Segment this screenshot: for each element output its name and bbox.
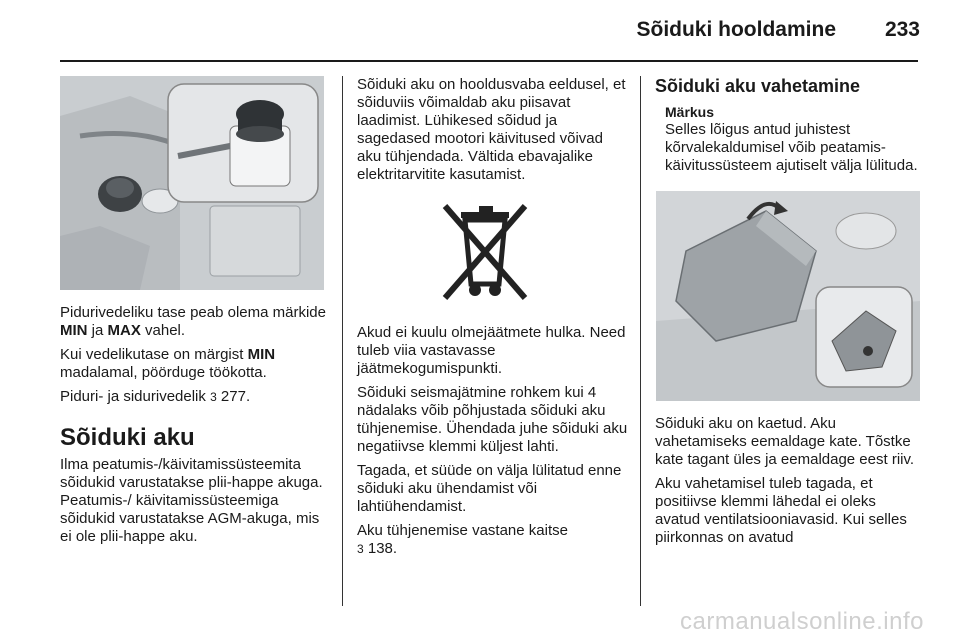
column-2: [357, 76, 629, 564]
battery-disposal-text: Akud ei kuulu olmejäätmete hulka. Need tuleb viia vastavasse jäätmekogumispunkti.: [357, 324, 626, 377]
below-min-text: Kui vedelikutase on märgist MIN madalamal, pöörduge töökotta.: [60, 346, 276, 381]
column-divider-2: [640, 76, 641, 606]
header-rule: [60, 60, 918, 62]
ignition-off-text: Tagada, et süüde on välja lülitatud enne sõiduki aku ühendamist või lahtiühendamist.: [357, 462, 622, 515]
brake-fluid-reservoir-image: [60, 76, 324, 290]
reference-arrow-icon: 3: [357, 542, 364, 556]
note-block: [655, 104, 925, 175]
crossed-out-bin-icon: [435, 198, 535, 302]
battery-standstill-text: Sõiduki seismajätmine rohkem kui 4 nädalaks võib põhjustada sõiduki aku tühjenemise. Ühendada juhe sõiduki aku negatiivse klemmi küljest lahti.: [357, 384, 628, 455]
battery-cover-image: [656, 191, 920, 401]
watermark: carmanualsonline.info: [680, 608, 924, 635]
crossed-out-bin-symbol: [357, 198, 629, 306]
brake-clutch-fluid-reference[interactable]: Piduri- ja sidurivedelik 3 277.: [60, 388, 251, 405]
max-mark: MAX: [107, 322, 141, 339]
note-text: Selles lõigus antud juhistest kõrvalekaldumisel võib peatamis-käivitussüsteem ajutiselt välja lülituda.: [665, 121, 918, 174]
battery-cover-illustration: [656, 191, 920, 401]
header-title: Sõiduki hooldamine: [636, 18, 836, 41]
brake-fluid-level-text: Pidurivedeliku tase peab olema märkide MIN ja MAX vahel.: [60, 304, 326, 339]
battery-maintenance-text: Sõiduki aku on hooldusvaba eeldusel, et sõiduviis võimaldab aku piisavat laadimist. Lühikesed sõidud ja sagedased mootori käivitused võivad aku tühjendada. Vältida ebavajalike elektritarvitite kasutamist.: [357, 76, 626, 183]
reference-arrow-icon: 3: [210, 390, 217, 404]
battery-cover-text: Sõiduki aku on kaetud. Aku vahetamiseks eemaldage kate. Tõstke kate tagant üles ja eemaldage eest riiv.: [655, 415, 915, 468]
battery-replacement-title: Sõiduki aku vahetamine: [655, 76, 861, 96]
engine-bay-illustration: [60, 76, 324, 290]
section-title-battery: Sõiduki aku: [60, 424, 195, 451]
column-divider-1: [342, 76, 343, 606]
note-label: Märkus: [665, 104, 715, 120]
column-1: [60, 76, 332, 552]
ventilation-openings-text: Aku vahetamisel tuleb tagada, et positiivse klemmi lähedal ei oleks avatud ventilatsiooniavasid. Kui selles piirkonnas on avatud: [655, 475, 907, 546]
page-header: [0, 0, 960, 62]
column-3: [655, 76, 925, 553]
battery-discharge-protection-reference[interactable]: Aku tühjenemise vastane kaitse 3 138.: [357, 522, 568, 557]
min-mark: MIN: [247, 346, 276, 363]
battery-type-text: Ilma peatumis-/käivitamissüsteemita sõidukid varustatakse plii-happe akuga. Peatumis-/ käivitamissüsteemiga sõidukid varustatakse AGM-akuga, mis ei ole plii-happe aku.: [60, 456, 323, 545]
min-mark: MIN: [60, 322, 88, 339]
page-number: 233: [884, 18, 920, 41]
